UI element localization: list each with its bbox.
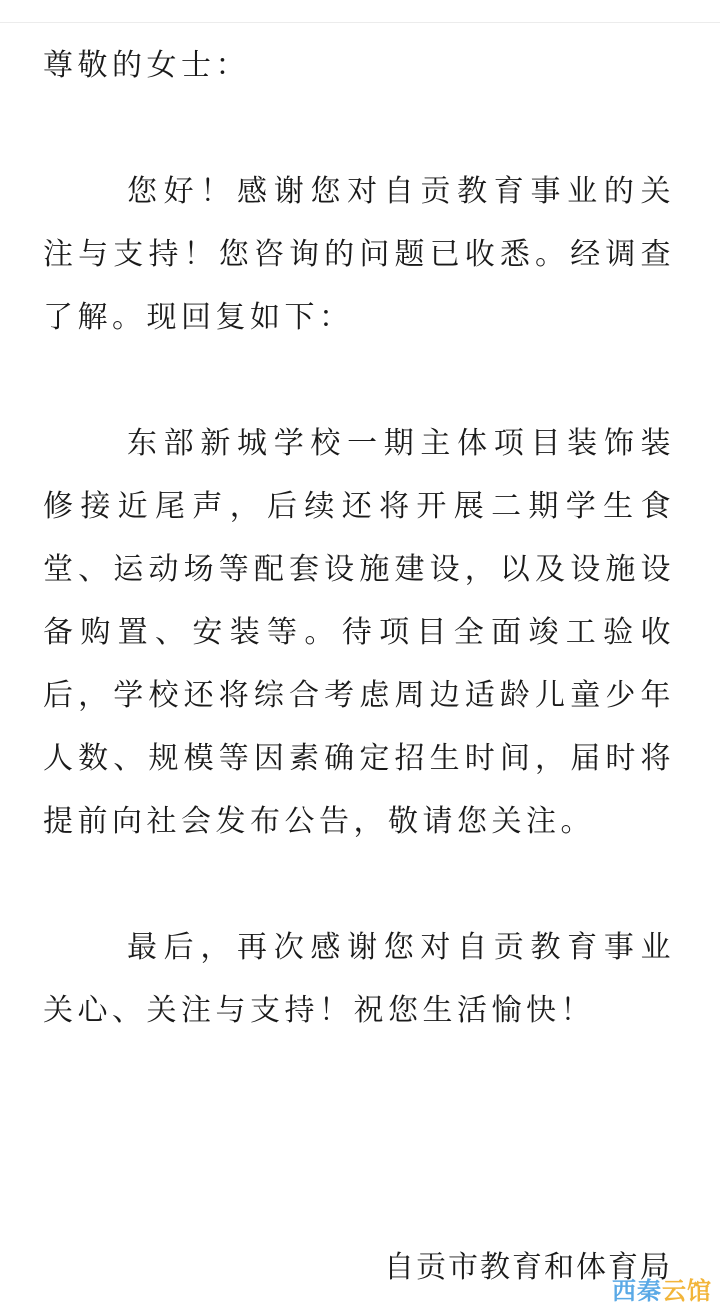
paragraph-gap bbox=[43, 349, 675, 412]
paragraph-closing: 最后，再次感谢您对自贡教育事业关心、关注与支持！祝您生活愉快！ bbox=[43, 930, 675, 1028]
watermark-part-2: 云馆 bbox=[662, 1277, 712, 1305]
top-divider bbox=[0, 0, 720, 23]
signature: 自贡市教育和体育局 bbox=[384, 1250, 672, 1285]
watermark-logo bbox=[612, 1276, 712, 1306]
paragraph-greeting: 您好！感谢您对自贡教育事业的关注与支持！您咨询的问题已收悉。经调查了解。现回复如下： bbox=[43, 174, 675, 335]
letter-body bbox=[43, 34, 675, 1042]
paragraph-gap bbox=[43, 853, 675, 916]
salutation: 尊敬的女士： bbox=[43, 48, 250, 83]
paragraph-gap bbox=[43, 97, 675, 160]
watermark-part-1: 西秦 bbox=[612, 1277, 662, 1305]
paragraph-reply: 东部新城学校一期主体项目装饰装修接近尾声，后续还将开展二期学生食堂、运动场等配套设施建设，以及设施设备购置、安装等。待项目全面竣工验收后，学校还将综合考虑周边适龄儿童少年人数、规模等因素确定招生时间，届时将提前向社会发布公告，敬请您关注。 bbox=[43, 426, 675, 839]
